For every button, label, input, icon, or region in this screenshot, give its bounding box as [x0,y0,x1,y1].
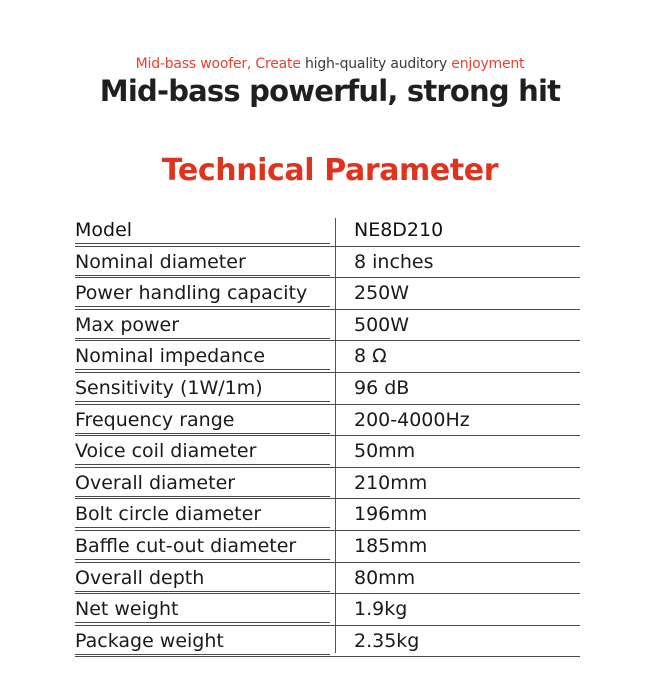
table-row [75,626,590,658]
param-cell: Net weight [75,596,330,623]
param-cell: Power handling capacity [75,280,330,307]
value-cell: 50mm [354,440,416,463]
value-cell: 80mm [354,566,416,589]
table-row [75,499,590,531]
value-cell: 96 dB [354,376,410,399]
param-cell: Max power [75,312,330,339]
table-row [75,310,590,342]
table-row [75,436,590,468]
value-cell: 210mm [354,471,428,494]
param-cell: Nominal diameter [75,249,330,276]
header-value-cell: NE8D210 [354,219,444,241]
value-cell: 2.35kg [354,629,420,652]
param-cell: Nominal impedance [75,343,330,370]
row-rule [75,656,580,657]
tagline-accent-1: Mid-bass woofer, Create [135,56,301,72]
param-cell: Voice coil diameter [75,438,330,465]
header-param-cell: Model [75,217,330,244]
table-row [75,405,590,437]
param-cell: Baffle cut-out diameter [75,533,330,560]
param-cell: Overall depth [75,565,330,592]
spec-table [75,215,590,657]
tagline [0,56,660,72]
param-cell: Package weight [75,628,330,655]
table-row [75,341,590,373]
value-cell: 196mm [354,503,428,526]
value-cell: 185mm [354,534,428,557]
value-cell: 200-4000Hz [354,408,470,431]
table-row [75,563,590,595]
param-cell: Frequency range [75,407,330,434]
value-cell: 8 Ω [354,345,387,368]
param-cell: Bolt circle diameter [75,501,330,528]
section-title: Technical Parameter [161,153,499,188]
param-cell: Sensitivity (1W/1m) [75,375,330,402]
table-row [75,373,590,405]
headline: Mid-bass powerful, strong hit [99,74,561,108]
tagline-middle: high-quality auditory [300,56,452,72]
table-row [75,468,590,500]
tagline-accent-2: enjoyment [451,56,525,72]
value-cell: 8 inches [354,250,434,273]
table-row [75,278,590,310]
value-cell: 1.9kg [354,598,408,621]
value-cell: 250W [354,282,410,305]
table-header-row [75,215,590,247]
table-row [75,594,590,626]
value-cell: 500W [354,313,410,336]
param-cell: Overall diameter [75,470,330,497]
table-row [75,531,590,563]
table-row [75,247,590,279]
